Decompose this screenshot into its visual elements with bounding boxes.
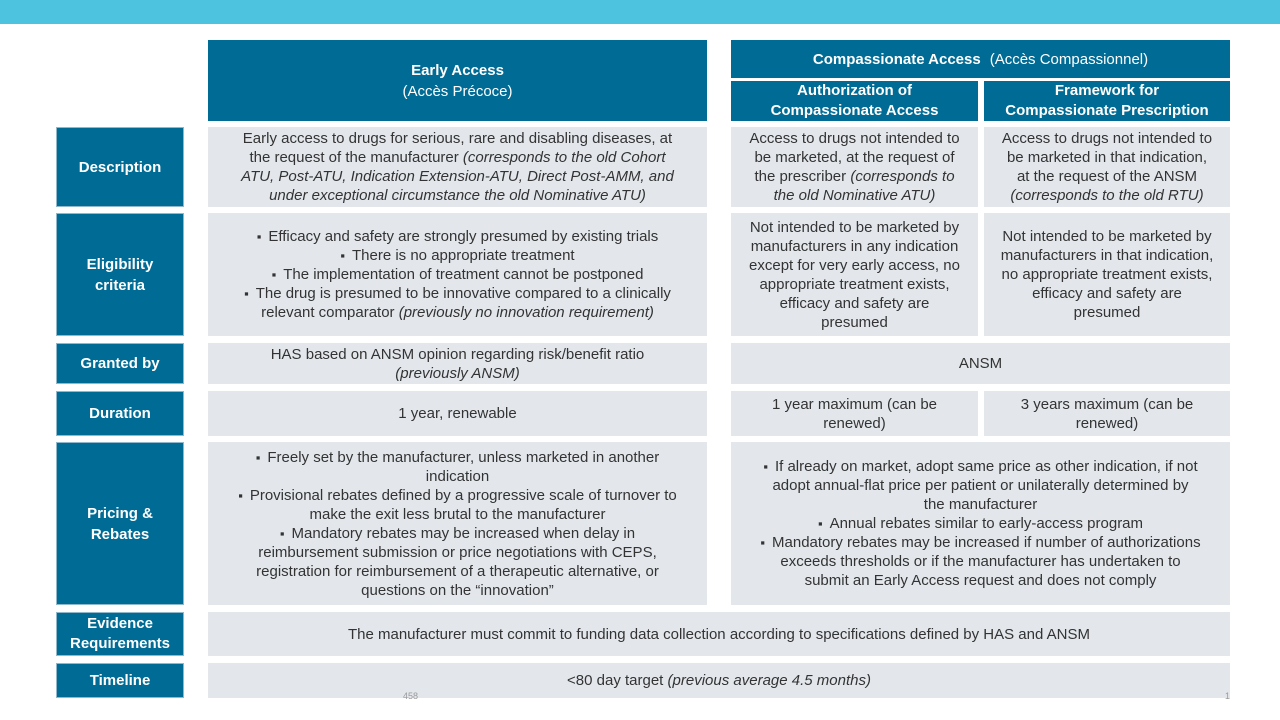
framework-title-line: Compassionate Prescription xyxy=(1005,102,1209,119)
bullet-item: ▪ If already on market, adopt same price as other indication, if not xyxy=(763,457,1197,476)
row-label-eligibility xyxy=(56,213,184,336)
text-line: presumed xyxy=(821,313,888,331)
bullet-item: ▪ Efficacy and safety are strongly presumed by existing trials xyxy=(257,227,659,246)
text-line: Access to drugs not intended to xyxy=(1001,130,1213,147)
text-line: ANSM xyxy=(958,355,1003,372)
text-line: presumed xyxy=(1073,304,1141,321)
text-line: at the request of the ANSM xyxy=(1016,168,1198,185)
text-line xyxy=(567,671,871,690)
bullet-item: ▪ The implementation of treatment cannot be postponed xyxy=(272,265,644,284)
bullet-continuation: the manufacturer xyxy=(923,496,1038,513)
text-line: Not intended to be marketed by xyxy=(1002,228,1212,245)
compassionate-subtitle: (Accès Compassionnel) xyxy=(989,50,1149,68)
bullet-continuation: questions on the “innovation” xyxy=(361,581,554,599)
granted-early-access xyxy=(208,343,707,384)
bullet-continuation: adopt annual-flat price per patient or unilaterally determined by xyxy=(772,477,1189,494)
description-early-access xyxy=(208,127,707,207)
text-line: Access to drugs not intended to xyxy=(749,130,960,147)
header-authorization xyxy=(731,81,978,121)
granted-compassionate xyxy=(731,343,1230,384)
duration-framework xyxy=(984,391,1230,436)
text-line: The manufacturer must commit to funding data collection according to specifications defined by HAS and ANSM xyxy=(347,625,1091,643)
auth-title-line: Authorization of xyxy=(797,82,912,99)
row-label-description xyxy=(56,127,184,207)
bullet-continuation: registration for reimbursement of a therapeutic alternative, or xyxy=(256,562,659,580)
bullet-item: ▪ Mandatory rebates may be increased if number of authorizations xyxy=(760,533,1200,552)
text-line: Not intended to be marketed by xyxy=(749,218,960,236)
label-text: Granted by xyxy=(80,355,160,372)
pricing-early-access xyxy=(208,442,707,605)
bullet-item: ▪ The drug is presumed to be innovative compared to a clinically xyxy=(244,284,671,303)
label-text: Pricing & xyxy=(87,504,153,522)
row-label-evidence-requirements xyxy=(56,612,184,656)
text-line: (previously ANSM) xyxy=(395,364,520,382)
early-access-subtitle: (Accès Précoce) xyxy=(402,82,513,100)
text-span: the prescriber xyxy=(754,168,847,185)
label-text: Evidence xyxy=(87,615,153,632)
text-span: (corresponds to the old Cohort xyxy=(462,149,666,166)
pricing-compassionate xyxy=(731,442,1230,605)
eligibility-authorization xyxy=(731,213,978,336)
label-text: Duration xyxy=(89,405,151,422)
text-span: <80 day target xyxy=(567,672,664,689)
bullet-item: ▪ Freely set by the manufacturer, unless marketed in another xyxy=(256,448,659,467)
bullet-item: ▪ There is no appropriate treatment xyxy=(340,246,574,265)
text-line: 1 year, renewable xyxy=(398,405,517,422)
header-compassionate-access xyxy=(731,40,1230,78)
text-line: manufacturers in any indication xyxy=(750,237,959,255)
bullet-continuation xyxy=(261,303,654,322)
bullet-continuation: submit an Early Access request and does not comply xyxy=(804,572,1157,589)
footer-mark-left: 458 xyxy=(403,691,419,701)
duration-early-access xyxy=(208,391,707,436)
label-text: Requirements xyxy=(69,635,171,652)
bullet-continuation: make the exit less brutal to the manufacturer xyxy=(309,505,606,523)
header-framework xyxy=(984,81,1230,121)
text-span: (previously no innovation requirement) xyxy=(398,304,654,321)
bullet-continuation: indication xyxy=(425,467,490,485)
eligibility-early-access xyxy=(208,213,707,336)
text-line: efficacy and safety are xyxy=(779,294,930,312)
label-text: Rebates xyxy=(90,525,150,543)
bullet-continuation: exceeds thresholds or if the manufacturer has undertaken to xyxy=(780,553,1181,570)
label-text: Description xyxy=(78,158,162,176)
text-line: renewed) xyxy=(823,414,886,432)
header-early-access xyxy=(208,40,707,121)
early-access-title: Early Access xyxy=(411,61,504,79)
text-line: no appropriate treatment exists, xyxy=(1001,266,1213,283)
text-line: efficacy and safety are xyxy=(1032,285,1182,302)
bullet-continuation: reimbursement submission or price negotiations with CEPS, xyxy=(258,543,657,561)
footer-mark-right: 1 xyxy=(1225,691,1231,701)
auth-title-line: Compassionate Access xyxy=(770,102,939,119)
text-span: the request of the manufacturer xyxy=(249,149,459,166)
framework-title-line: Framework for xyxy=(1054,82,1160,99)
text-line: except for very early access, no xyxy=(749,256,960,274)
label-text: Timeline xyxy=(89,672,151,689)
text-line xyxy=(249,148,665,167)
description-authorization xyxy=(731,127,978,207)
text-line: Early access to drugs for serious, rare and disabling diseases, at xyxy=(242,130,673,147)
row-label-pricing-rebates xyxy=(56,442,184,605)
text-line: 1 year maximum (can be xyxy=(771,395,938,413)
compassionate-title: Compassionate Access xyxy=(812,50,981,68)
evidence-requirements-text xyxy=(208,612,1230,656)
text-span: (corresponds to xyxy=(850,168,955,185)
label-text: Eligibility xyxy=(86,255,154,273)
text-line: 3 years maximum (can be xyxy=(1020,395,1194,413)
duration-authorization xyxy=(731,391,978,436)
row-label-granted-by xyxy=(56,343,184,384)
label-text: criteria xyxy=(94,276,146,294)
text-line: renewed) xyxy=(1075,414,1139,432)
row-label-timeline xyxy=(56,663,184,698)
timeline-text xyxy=(208,663,1230,698)
text-line: be marketed in that indication, xyxy=(1006,149,1208,166)
text-line xyxy=(754,167,954,186)
eligibility-framework xyxy=(984,213,1230,336)
description-framework xyxy=(984,127,1230,207)
text-line: appropriate treatment exists, xyxy=(759,275,950,293)
text-line: be marketed, at the request of xyxy=(754,149,955,166)
bullet-item: ▪ Mandatory rebates may be increased when delay in xyxy=(280,524,635,543)
text-line: ATU, Post-ATU, Indication Extension-ATU, Direct Post-AMM, and xyxy=(241,168,674,185)
bullet-item: ▪ Provisional rebates defined by a progressive scale of turnover to xyxy=(238,486,677,505)
text-line: (corresponds to the old RTU) xyxy=(1010,187,1204,204)
text-span: relevant comparator xyxy=(261,304,395,321)
top-accent-bar xyxy=(0,0,1280,24)
text-line: under exceptional circumstance the old Nominative ATU) xyxy=(269,187,646,204)
row-label-duration xyxy=(56,391,184,436)
text-line: manufacturers in that indication, xyxy=(1000,247,1214,264)
text-line: HAS based on ANSM opinion regarding risk/benefit ratio xyxy=(270,345,645,363)
bullet-item: ▪ Annual rebates similar to early-access program xyxy=(818,514,1143,533)
text-line: the old Nominative ATU) xyxy=(773,187,936,204)
text-span: (previous average 4.5 months) xyxy=(667,672,871,689)
